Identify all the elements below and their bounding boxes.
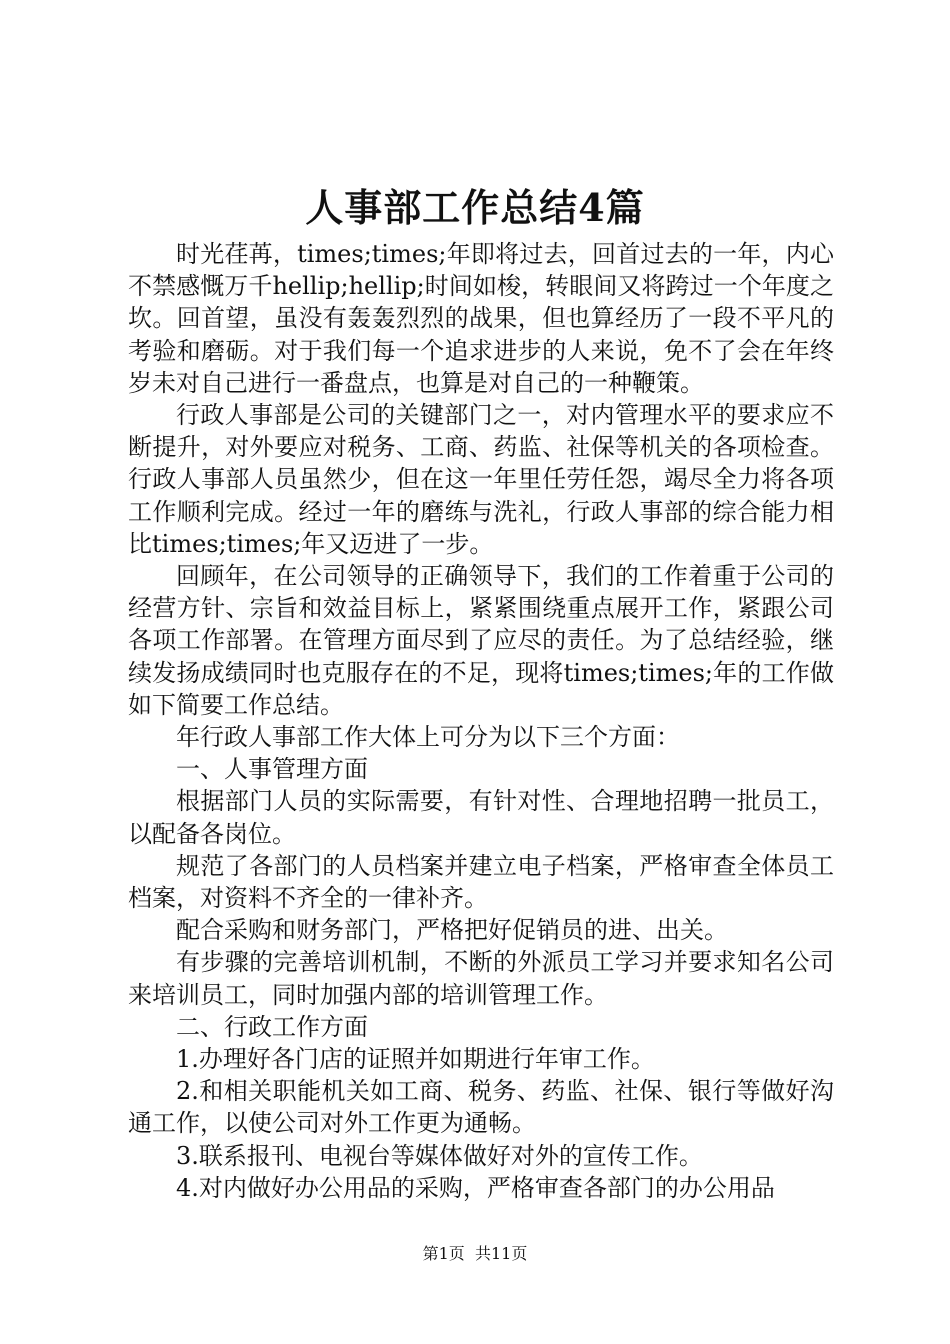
paragraph: 年行政人事部工作大体上可分为以下三个方面： <box>176 723 680 752</box>
page-footer <box>0 1244 950 1264</box>
paragraph: 回顾年，在公司领导的正确领导下，我们的工作着重于公司的经营方针、宗旨和效益目标上，紧紧围绕重点展开工作，紧跟公司各项工作部署。在管理方面尽到了应尽的责任。为了总结经验，继续发扬成绩同时也克服存在的不足，现将times;times;年的工作做如下简要工作总结。 <box>128 562 834 719</box>
document-title: 人事部工作总结4篇 <box>305 185 645 230</box>
section-heading: 一、人事管理方面 <box>176 755 368 784</box>
paragraph: 规范了各部门的人员档案并建立电子档案，严格审查全体员工档案，对资料不齐全的一律补齐。 <box>128 851 834 913</box>
paragraph: 有步骤的完善培训机制，不断的外派员工学习并要求知名公司来培训员工，同时加强内部的培训管理工作。 <box>128 948 834 1009</box>
list-item: 1.办理好各门店的证照并如期进行年审工作。 <box>176 1045 655 1074</box>
page-total: 共11页 <box>474 1244 528 1263</box>
list-item: 3.联系报刊、电视台等媒体做好对外的宣传工作。 <box>176 1141 703 1170</box>
list-item: 4.对内做好办公用品的采购，严格审查各部门的办公用品 <box>176 1173 775 1202</box>
document-body <box>128 238 834 1204</box>
section-heading: 二、行政工作方面 <box>176 1012 368 1041</box>
paragraph: 行政人事部是公司的关键部门之一，对内管理水平的要求应不断提升，对外要应对税务、工商、药监、社保等机关的各项检查。行政人事部人员虽然少，但在这一年里任劳任怨，竭尽全力将各项工作顺利完成。经过一年的磨练与洗礼，行政人事部的综合能力相比times;times;年又迈进了一步。 <box>128 401 834 558</box>
paragraph: 时光荏苒，times;times;年即将过去，回首过去的一年，内心不禁感慨万千hellip;hellip;时间如梭，转眼间又将跨过一个年度之坎。回首望，虽没有轰轰烈烈的战果，但也算经历了一段不平凡的考验和磨砺。对于我们每一个追求进步的人来说，免不了会在年终岁未对自己进行一番盘点，也算是对自己的一种鞭策。 <box>128 240 834 397</box>
footer-spacer <box>465 1244 475 1263</box>
paragraph: 配合采购和财务部门，严格把好促销员的进、出关。 <box>176 916 728 945</box>
paragraph: 根据部门人员的实际需要，有针对性、合理地招聘一批员工，以配备各岗位。 <box>128 787 834 848</box>
list-item: 2.和相关职能机关如工商、税务、药监、社保、银行等做好沟通工作，以使公司对外工作更为通畅。 <box>128 1077 834 1138</box>
page-number: 第1页 <box>422 1244 465 1263</box>
